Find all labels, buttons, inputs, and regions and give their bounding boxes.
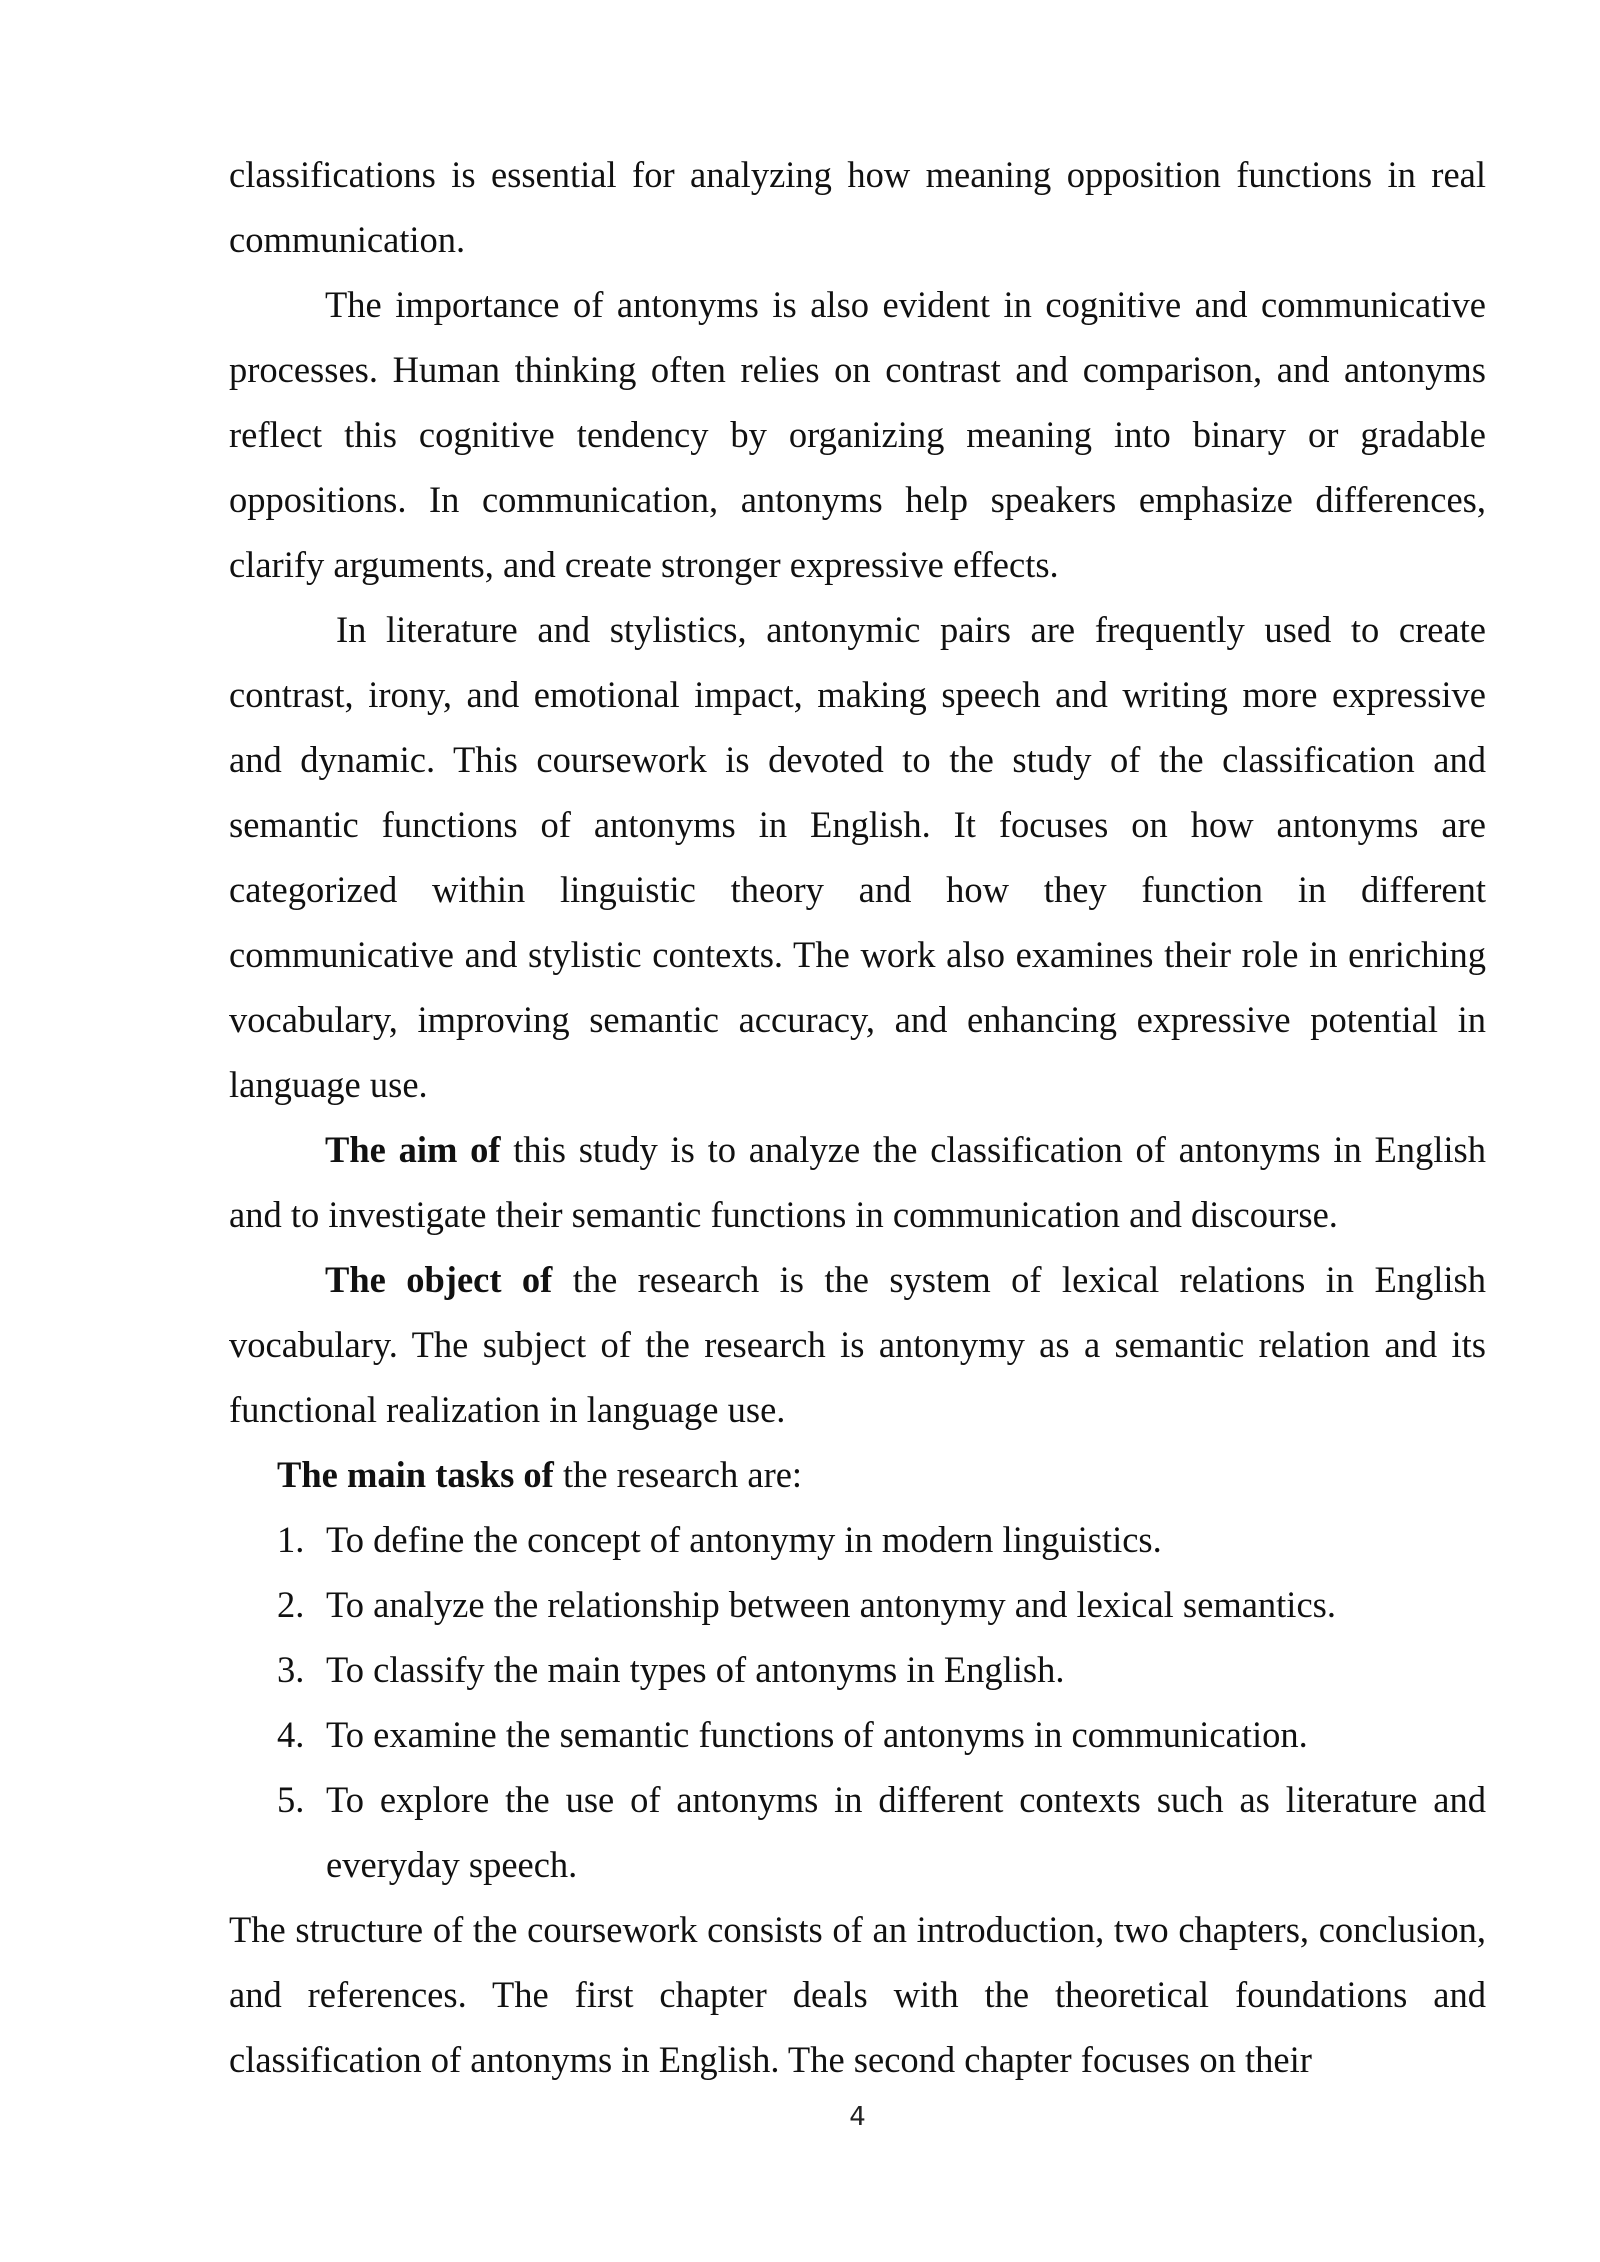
paragraph-importance: The importance of antonyms is also evident in cognitive and communicative processes. Human thinking often relies on contrast and comparison, and antonyms reflect this cognitive tendency by organizing meaning into binary or gradable oppositions. In communication, antonyms help speakers emphasize differences, clarify arguments, and create stronger expressive effects. <box>229 284 1486 585</box>
tasks-heading: The main tasks of <box>277 1454 554 1495</box>
paragraph-tasks-intro <box>229 1442 1486 1507</box>
paragraph-structure: The structure of the coursework consists of an introduction, two chapters, conclusion, and references. The first chapter deals with the theoretical foundations and classification of antonyms in English. The second chapter focuses on their <box>229 1909 1486 2080</box>
list-item-number: 5. <box>277 1779 305 1820</box>
list-item-text: To explore the use of antonyms in different contexts such as literature and everyday speech. <box>326 1779 1486 1885</box>
list-item <box>229 1767 1486 1897</box>
page-number: 4 <box>849 2102 866 2132</box>
page-body <box>229 142 1486 2092</box>
aim-heading: The aim of <box>325 1129 501 1170</box>
aim-text: this study is to analyze the classification of antonyms in English and to investigate their semantic functions in communication and discourse. <box>229 1129 1487 1235</box>
list-item-text: To examine the semantic functions of antonyms in communication. <box>326 1714 1308 1755</box>
list-item <box>229 1572 1486 1637</box>
list-item-number: 4. <box>277 1714 305 1755</box>
object-text: the research is the system of lexical relations in English vocabulary. The subject of the research is antonymy as a semantic relation and its functional realization in language use. <box>229 1259 1486 1430</box>
list-item <box>229 1702 1486 1767</box>
paragraph-object <box>229 1247 1486 1442</box>
task-list <box>229 1507 1486 1897</box>
paragraph-literature: In literature and stylistics, antonymic pairs are frequently used to create contrast, irony, and emotional impact, making speech and writing more expressive and dynamic. This coursework is devoted to the study of the classification and semantic functions of antonyms in English. It focuses on how antonyms are categorized within linguistic theory and how they function in different communicative and stylistic contexts. The work also examines their role in enriching vocabulary, improving semantic accuracy, and enhancing expressive potential in language use. <box>229 609 1486 1105</box>
list-item-number: 2. <box>277 1584 305 1625</box>
list-item-text: To analyze the relationship between antonymy and lexical semantics. <box>326 1584 1336 1625</box>
list-item-number: 1. <box>277 1519 305 1560</box>
tasks-intro-text: the research are: <box>553 1454 803 1495</box>
paragraph-intro-end: classifications is essential for analyzing how meaning opposition functions in real communication. <box>229 154 1486 260</box>
paragraph-aim <box>229 1117 1486 1247</box>
list-item <box>229 1507 1486 1572</box>
list-item-text: To classify the main types of antonyms in English. <box>326 1649 1065 1690</box>
list-item-number: 3. <box>277 1649 305 1690</box>
list-item-text: To define the concept of antonymy in modern linguistics. <box>326 1519 1162 1560</box>
object-heading: The object of <box>325 1259 553 1300</box>
list-item <box>229 1637 1486 1702</box>
